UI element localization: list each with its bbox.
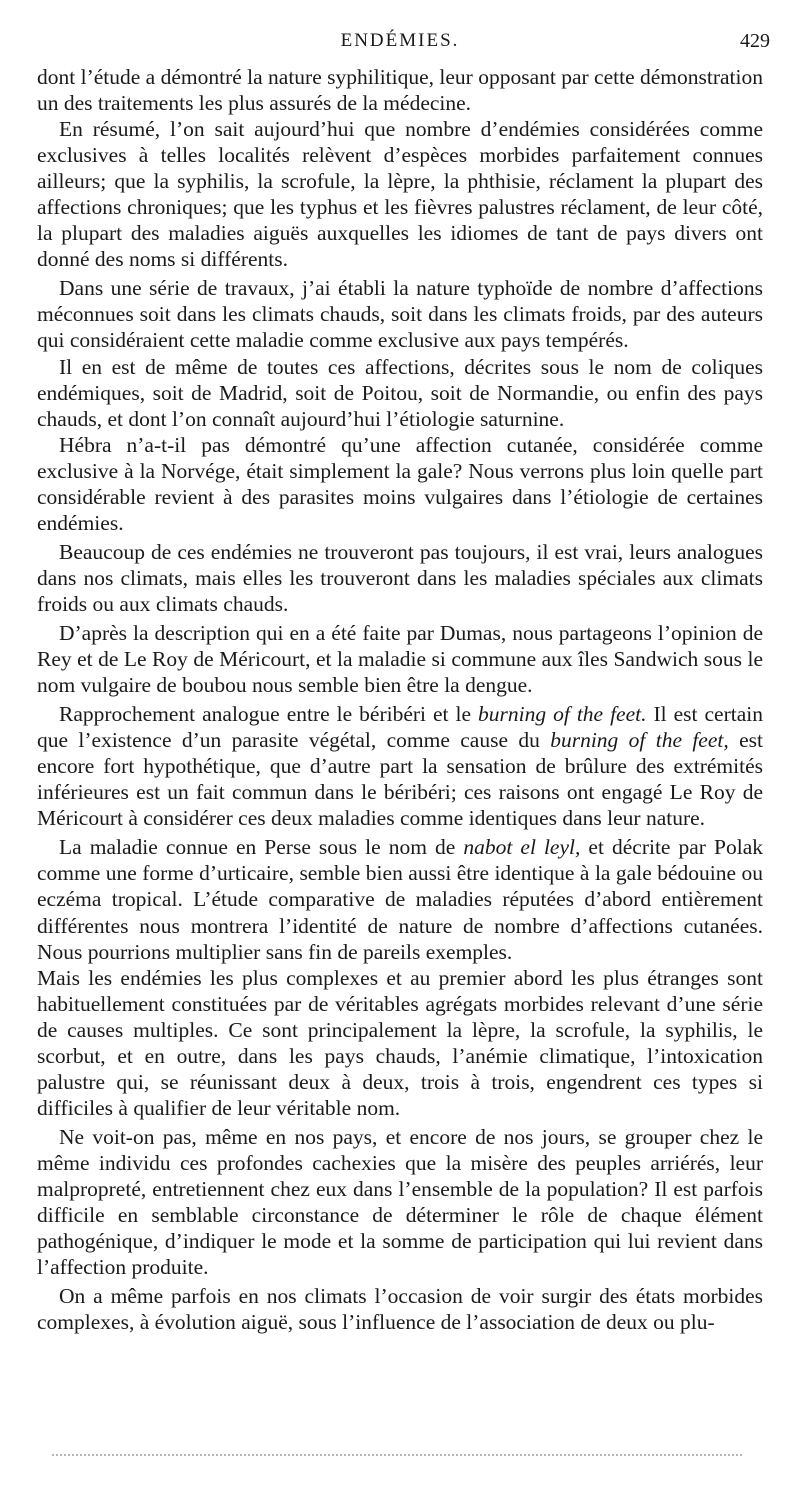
text-run: dont l’étude a démontré la nature syphilitique, leur opposant par cette démonstration un des traitements les plus assurés de la médecine. (37, 65, 764, 116)
text-run: Dans une série de travaux, j’ai établi la nature typhoïde de nombre d’affections méconnues soit dans les climats chauds, soit dans les climats froids, par des auteurs qui considéraient cette maladie comme exclusive aux pays tempérés. (37, 276, 763, 353)
body-text (37, 64, 763, 1335)
text-run: Il est certain que l’existence d’un parasite végétal, comme cause du (37, 702, 763, 753)
text-run: La maladie connue en Perse sous le nom de (59, 835, 464, 860)
text-run: Il en est de même de toutes ces affections, décrites sous le nom de coliques endémiques, soit de Madrid, soit de Poitou, soit de Normandie, ou enfin des pays chauds, et dont l’on connaît aujourd’hui l’étiologie saturnine. (37, 354, 763, 431)
paragraph (37, 275, 763, 353)
page-number: 429 (740, 30, 770, 52)
italic-term: nabot el leyl, (463, 835, 581, 860)
text-run: On a même parfois en nos climats l’occasion de voir surgir des états morbides complexes, à évolution aiguë, sous l’influence de l’association de deux ou plu- (37, 1284, 763, 1335)
paragraph (37, 965, 763, 1121)
paragraph (37, 539, 763, 617)
paragraph (37, 64, 763, 116)
paragraph (37, 432, 763, 536)
paragraph (37, 116, 763, 272)
text-run: Beaucoup de ces endémies ne trouveront pas toujours, il est vrai, leurs analogues dans nos climats, mais elles les trouveront dans les maladies spéciales aux climats froids ou aux climats chauds. (37, 539, 763, 616)
text-run: Mais les endémies les plus complexes et au premier abord les plus étranges sont habituellement constituées par de véritables agrégats morbides relevant d’une série de causes multiples. Ce sont principalement la lèpre, la scrofule, la syphilis, le scorbut, et en outre, dans les pays chauds, l’anémie climatique, l’intoxication palustre qui, se réunissant deux à deux, trois à trois, engendrent ces types si difficiles à qualifier de leur véritable nom. (37, 965, 763, 1120)
text-run: Hébra n’a-t-il pas démontré qu’une affection cutanée, considérée comme exclusive à la Norvége, était simplement la gale? Nous verrons plus loin quelle part considérable revient à des parasites moins vulgaires dans l’étiologie de certaines endémies. (37, 432, 763, 535)
text-run: En résumé, l’on sait aujourd’hui que nombre d’endémies considérées comme exclusives à telles localités relèvent d’espèces morbides parfaitement connues ailleurs; que la syphilis, la scrofule, la lèpre, la phthisie, réclament la plupart des affections chroniques; que les typhus et les fièvres palustres réclament, de leur côté, la plupart des maladies aiguës auxquelles les idiomes de tant de pays divers ont donné des noms si différents. (37, 117, 763, 272)
paragraph (37, 354, 763, 432)
paragraph (37, 834, 763, 964)
text-run: Ne voit-on pas, même en nos pays, et encore de nos jours, se grouper chez le même individu ces profondes cachexies que la misère des peuples arriérés, leur malpropreté, entretiennent chez eux dans l’ensemble de la population? Il est parfois difficile en semblable circonstance de déterminer le rôle de chaque élément pathogénique, d’indiquer le mode et la somme de participation qui lui revient dans l’affection produite. (37, 1124, 763, 1280)
paragraph (37, 701, 763, 831)
italic-term: burning of the feet. (478, 702, 647, 727)
text-run: et décrite par Polak comme une forme d’urticaire, semble bien aussi être identique à la gale bédouine ou eczéma tropical. L’étude comparative de maladies réputées d’abord entièrement différentes nous montrera l’identité de nature de nombre d’affections cutanées. Nous pourrions multiplier sans fin de pareils exemples. (37, 835, 763, 964)
text-run: est encore fort hypothétique, que d’autre part la sensation de brûlure des extrémités inférieures est un fait commun dans le béribéri; ces raisons ont engagé Le Roy de Méricourt à considérer ces deux maladies comme identiques dans leur nature. (37, 728, 763, 831)
italic-term: burning of the feet, (550, 728, 729, 753)
bottom-dotted-rule (52, 1454, 742, 1456)
paragraph (37, 1124, 763, 1280)
text-run: Rapprochement analogue entre le béribéri et le (59, 702, 479, 727)
paragraph (37, 1283, 763, 1335)
text-run: D’après la description qui en a été faite par Dumas, nous partageons l’opinion de Rey et de Le Roy de Méricourt, et la maladie si commune aux îles Sandwich sous le nom vulgaire de boubou nous semble bien être la dengue. (37, 620, 763, 698)
paragraph (37, 620, 763, 698)
running-header-title: ENDÉMIES. (340, 30, 460, 51)
